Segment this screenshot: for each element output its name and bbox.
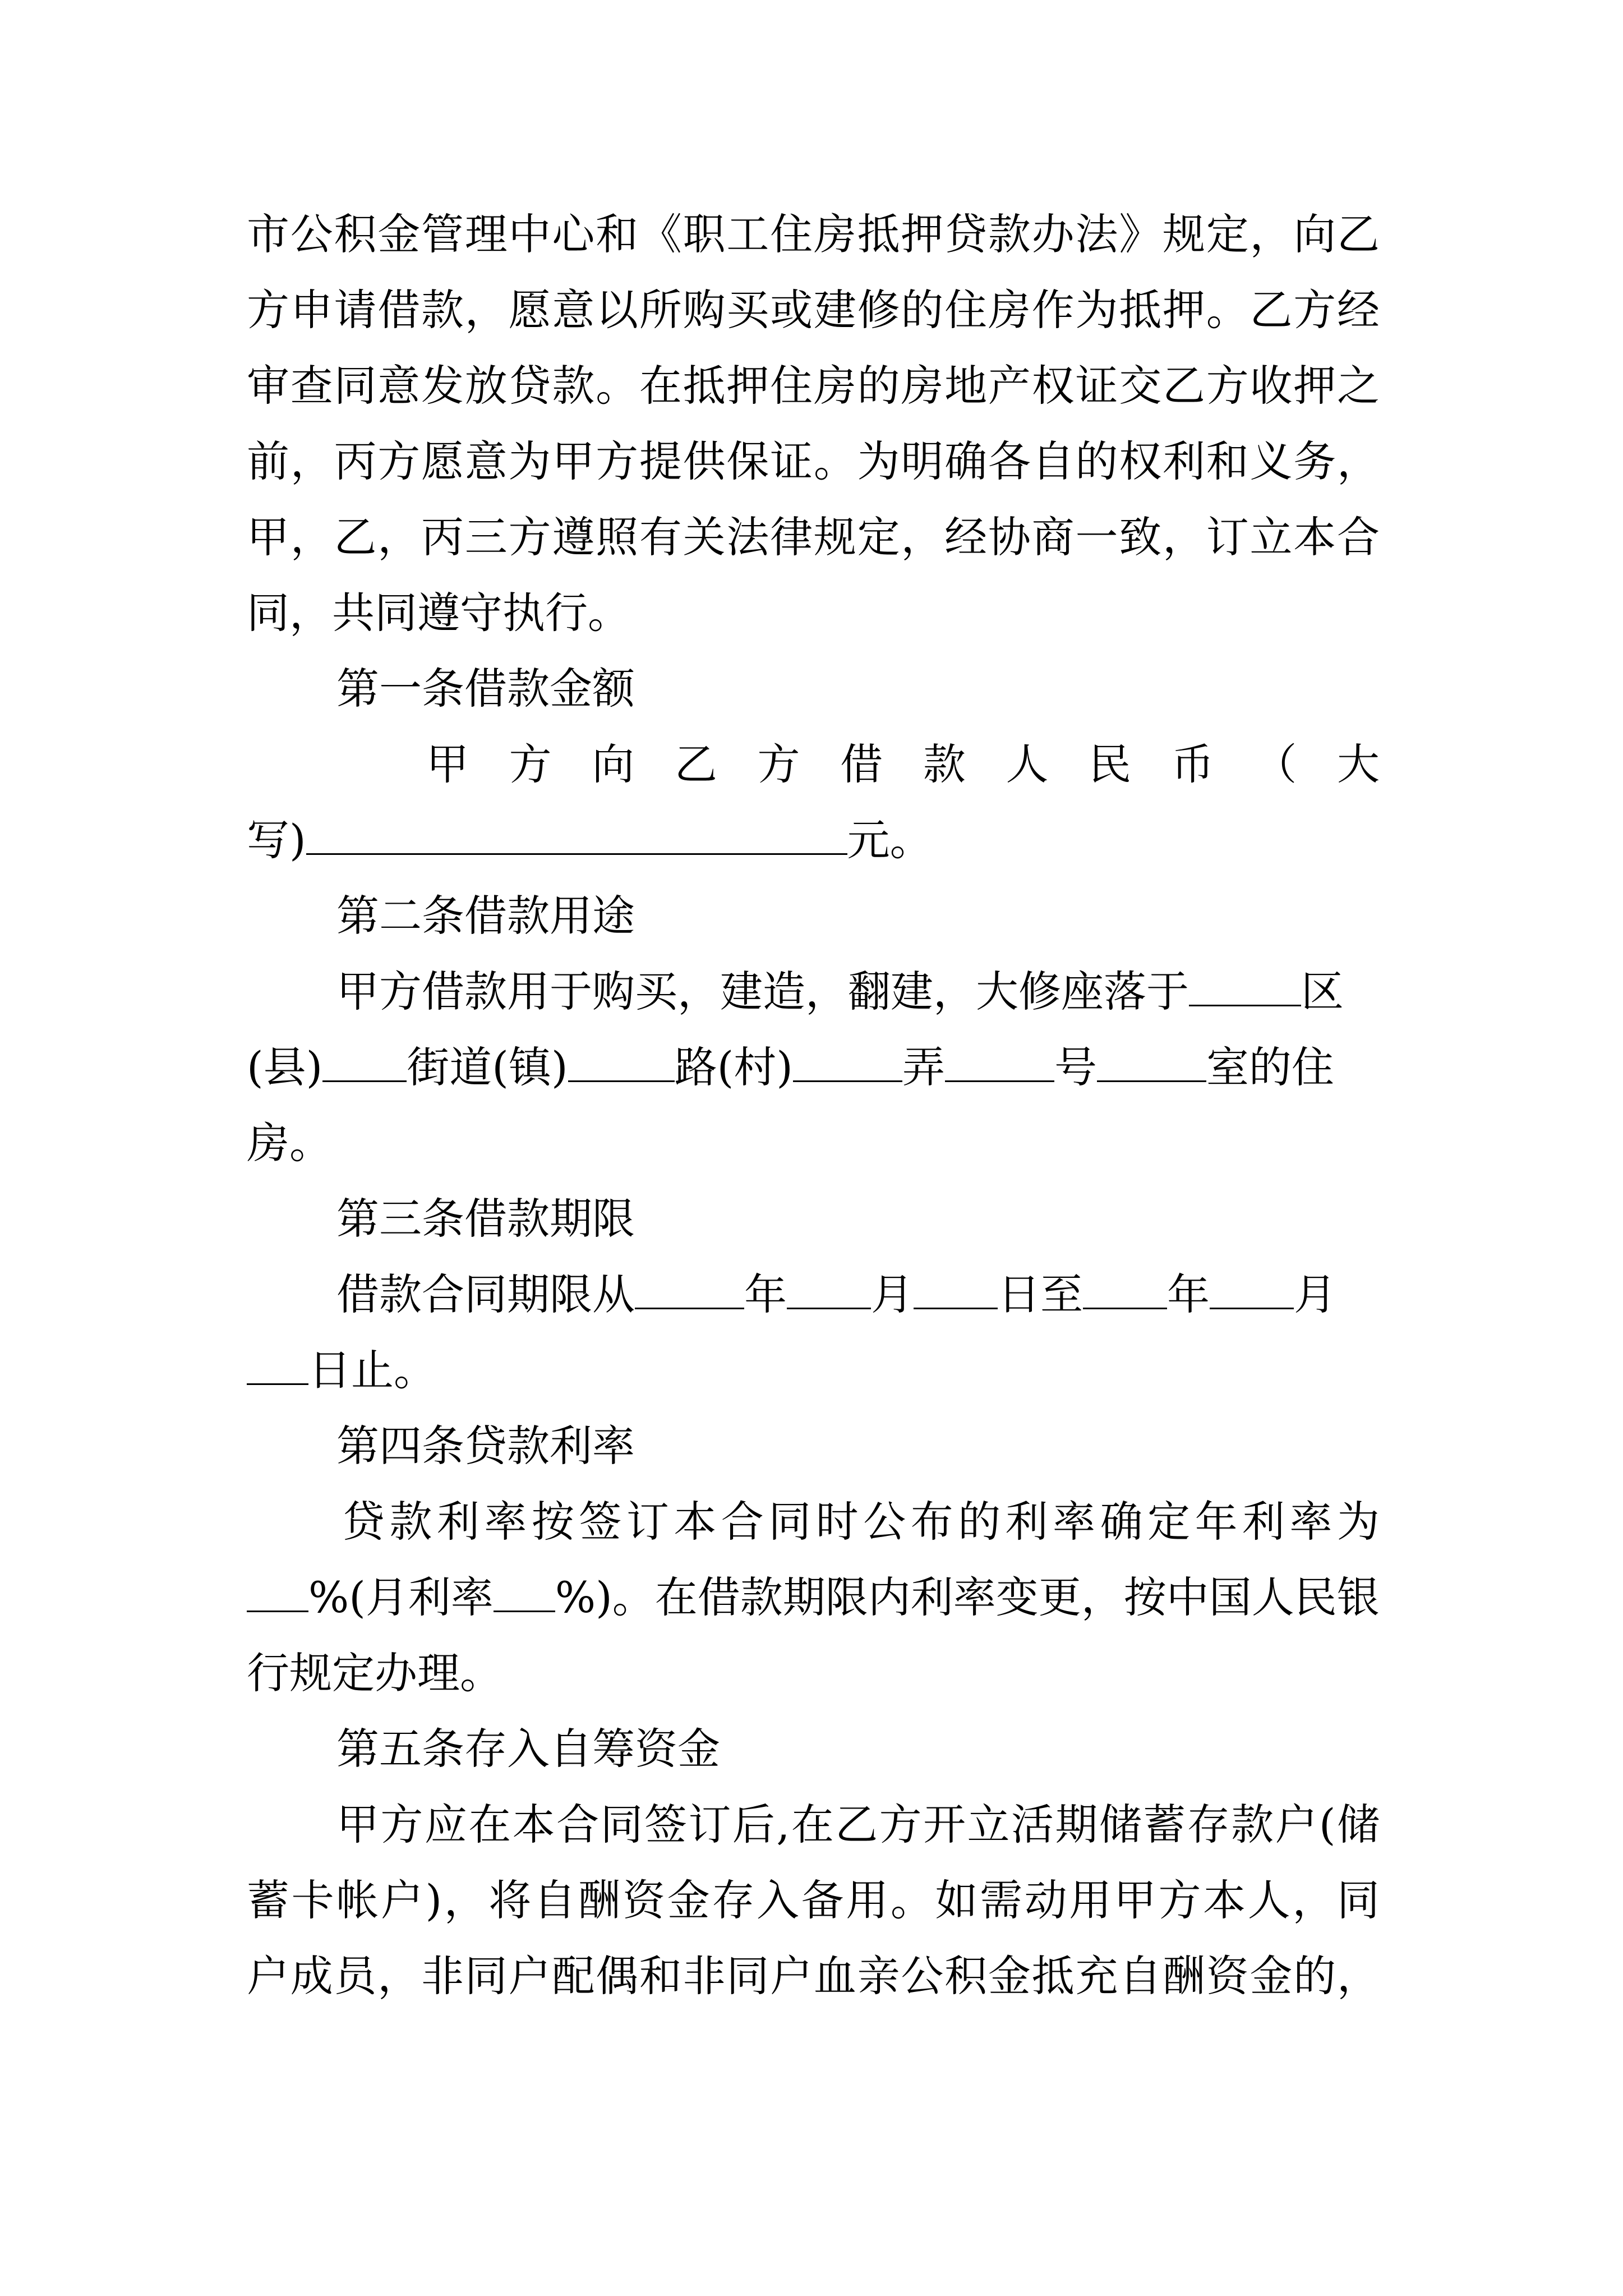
address-text: 室的住: [1206, 1042, 1334, 1092]
paragraph-line: 审查同意发放贷款。在抵押住房的房地产权证交乙方收押之: [247, 361, 1380, 411]
article-1-title: 第一条借款金额: [336, 664, 635, 714]
term-text: 借款合同期限从: [336, 1269, 635, 1319]
address-text: 街道(镇): [407, 1042, 568, 1092]
article-2-address-line: [247, 1034, 1380, 1101]
article-2-title: 第二条借款用途: [336, 891, 635, 941]
article-5-line: 户成员，非同户配偶和非同户血亲公积金抵充自酬资金的，: [247, 1951, 1380, 2001]
term-text: 年: [744, 1269, 787, 1319]
paragraph-line: 同，共同遵守执行。: [247, 588, 630, 638]
address-text: (县): [247, 1042, 323, 1092]
article-2-line: [336, 958, 1380, 1025]
rate-text: %(月利率: [308, 1572, 494, 1622]
monthly-rate-blank: [494, 1571, 555, 1612]
article-4-rate-line: [247, 1564, 1380, 1631]
start-month-blank: [787, 1268, 871, 1309]
rate-text: %)。在借款期限内利率变更，按中国人民银: [555, 1572, 1380, 1622]
article-1-text: 写): [247, 815, 306, 865]
lane-blank: [945, 1041, 1054, 1082]
address-text: 弄: [902, 1042, 945, 1092]
road-blank: [793, 1041, 902, 1082]
article-5-line: 甲方应在本合同签订后,在乙方开立活期储蓄存款户(储: [336, 1800, 1380, 1849]
article-4-line: 贷款利率按签订本合同时公布的利率确定年利率为: [342, 1497, 1380, 1547]
article-4-title: 第四条贷款利率: [336, 1421, 635, 1471]
street-blank: [568, 1041, 675, 1082]
term-text: 年: [1167, 1269, 1210, 1319]
article-5-title: 第五条存入自筹资金: [336, 1724, 720, 1774]
start-day-blank: [914, 1268, 998, 1309]
end-year-blank: [1083, 1268, 1167, 1309]
article-1-line: 甲 方 向 乙 方 借 款 人 民 币 （ 大: [426, 739, 1380, 789]
article-1-amount-line: [247, 807, 1380, 874]
number-blank: [1097, 1041, 1206, 1082]
term-text: 月: [871, 1269, 914, 1319]
paragraph-line: 前，丙方愿意为甲方提供保证。为明确各自的权利和义务，: [247, 436, 1380, 486]
article-2-text: 区: [1301, 967, 1344, 1016]
article-2-text: 甲方借款用于购买，建造，翻建，大修座落于: [336, 967, 1189, 1016]
article-1-text: 元。: [847, 815, 933, 865]
county-blank: [322, 1041, 407, 1082]
end-day-blank: [247, 1344, 308, 1385]
paragraph-line: 方申请借款，愿意以所购买或建修的住房作为抵押。乙方经: [247, 285, 1380, 335]
district-blank: [1189, 965, 1301, 1006]
annual-rate-blank: [247, 1571, 308, 1612]
term-text: 日至: [998, 1269, 1083, 1319]
article-3-title: 第三条借款期限: [336, 1194, 635, 1244]
article-3-term-line: [336, 1261, 1380, 1328]
address-text: 号: [1054, 1042, 1097, 1092]
article-4-line: 行规定办理。: [247, 1648, 502, 1698]
amount-blank: [306, 814, 847, 855]
term-text: 月: [1294, 1269, 1336, 1319]
paragraph-line: 市公积金管理中心和《职工住房抵押贷款办法》规定，向乙: [247, 209, 1380, 259]
end-month-blank: [1210, 1268, 1294, 1309]
term-text: 日止。: [308, 1345, 436, 1395]
address-text: 路(村): [674, 1042, 793, 1092]
start-year-blank: [635, 1268, 744, 1309]
article-2-line: 房。: [247, 1118, 332, 1168]
paragraph-line: 甲，乙，丙三方遵照有关法律规定，经协商一致，订立本合: [247, 512, 1380, 562]
article-3-end-line: [247, 1337, 1380, 1404]
article-5-line: 蓄卡帐户)，将自酬资金存入备用。如需动用甲方本人，同: [247, 1875, 1380, 1925]
